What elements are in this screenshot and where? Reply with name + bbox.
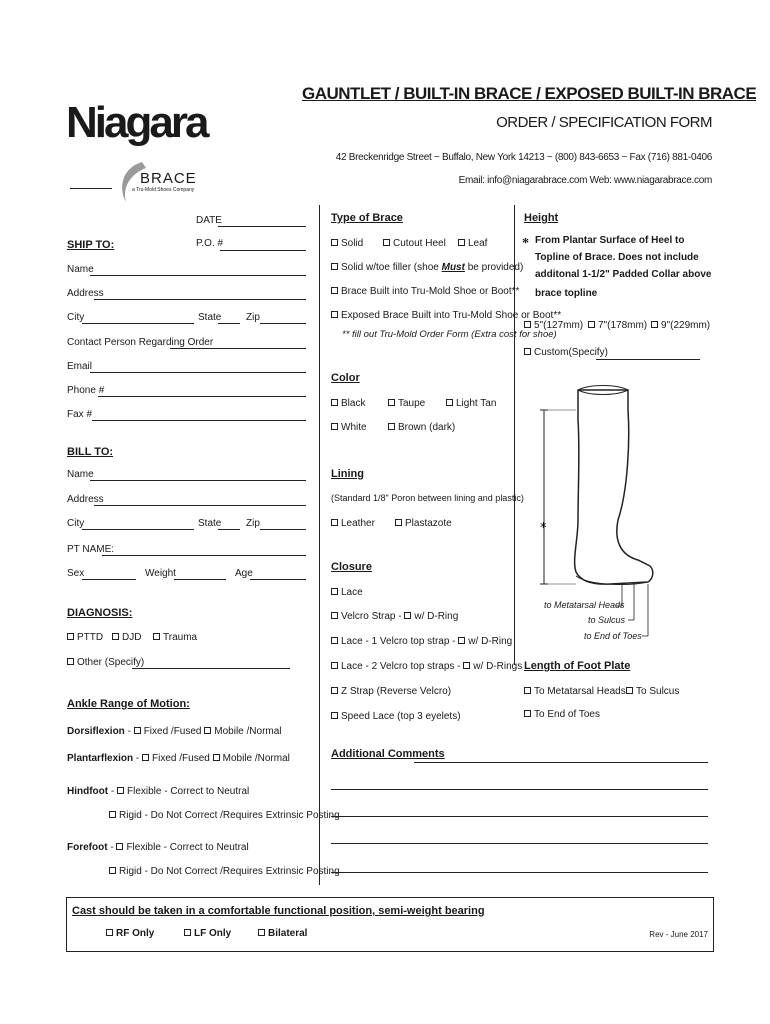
bill-zip-label: Zip [246, 518, 260, 529]
velcro-strap-checkbox[interactable] [331, 612, 338, 619]
type-of-brace-heading: Type of Brace [331, 212, 403, 224]
hindfoot-flexible-row: Hindfoot - Flexible - Correct to Neutral [67, 786, 250, 797]
ship-city-label: City [67, 312, 85, 323]
closure-lace-option[interactable]: Lace [331, 587, 363, 598]
revision-label: Rev - June 2017 [649, 930, 708, 939]
color-heading: Color [331, 372, 360, 384]
email-field[interactable] [90, 372, 306, 373]
form-subtitle: ORDER / SPECIFICATION FORM [496, 114, 712, 131]
plate-end-checkbox[interactable] [524, 710, 531, 717]
bill-state-field[interactable] [218, 529, 240, 530]
brown-checkbox[interactable] [388, 423, 395, 430]
forefoot-rigid-checkbox[interactable] [109, 867, 116, 874]
lace-1-checkbox[interactable] [331, 637, 338, 644]
logo-brace-text: BRACE [140, 170, 197, 187]
po-label: P.O. # [196, 238, 224, 249]
height-note-4: brace topline [535, 288, 598, 299]
other-checkbox[interactable] [67, 658, 74, 665]
dorsi-fixed-checkbox[interactable] [134, 727, 141, 734]
solid-checkbox[interactable] [331, 239, 338, 246]
light-tan-checkbox[interactable] [446, 399, 453, 406]
fax-label: Fax # [67, 409, 93, 420]
weight-label: Weight [145, 568, 176, 579]
ship-state-label: State [198, 312, 222, 323]
speed-lace-checkbox[interactable] [331, 712, 338, 719]
height-7-option[interactable]: 7"(178mm) [588, 320, 647, 331]
diag-trauma-option[interactable]: Trauma [153, 632, 197, 643]
contact-person-label: Contact Person Regarding Order [67, 337, 214, 348]
leather-checkbox[interactable] [331, 519, 338, 526]
bill-city-label: City [67, 518, 85, 529]
diag-pttd-option[interactable]: PTTD [67, 632, 103, 643]
leaf-checkbox[interactable] [458, 239, 465, 246]
height-heading: Height [524, 212, 559, 224]
rf-only-checkbox[interactable] [106, 929, 113, 936]
comments-line-3[interactable] [331, 816, 708, 817]
solid-option[interactable]: Solid [331, 238, 363, 249]
closure-speed-lace-option[interactable]: Speed Lace (top 3 eyelets) [331, 711, 461, 722]
comments-line-5[interactable] [331, 872, 708, 873]
forefoot-rigid-row: Rigid - Do Not Correct /Requires Extrinsic Posting [109, 866, 340, 877]
lf-only-option[interactable]: LF Only [184, 928, 231, 939]
contact-person-field[interactable] [170, 348, 306, 349]
height-7-checkbox[interactable] [588, 321, 595, 328]
plantar-mobile-checkbox[interactable] [213, 754, 220, 761]
diagnosis-heading: DIAGNOSIS: [67, 607, 133, 619]
forefoot-flexible-checkbox[interactable] [116, 843, 123, 850]
plantar-fixed-checkbox[interactable] [142, 754, 149, 761]
sex-label: Sex [67, 568, 85, 579]
comments-line-4[interactable] [331, 843, 708, 844]
ship-name-field[interactable] [90, 275, 306, 276]
lining-leather-option[interactable]: Leather [331, 518, 375, 529]
diag-other-option[interactable]: Other (Specify) [67, 657, 144, 668]
white-checkbox[interactable] [331, 423, 338, 430]
leaf-option[interactable]: Leaf [458, 238, 487, 249]
ship-address-field[interactable] [94, 299, 306, 300]
bill-state-label: State [198, 518, 222, 529]
phone-field[interactable] [98, 396, 306, 397]
divider-right [514, 205, 515, 665]
solid-toe-checkbox[interactable] [331, 263, 338, 270]
ship-city-field[interactable] [82, 323, 194, 324]
cast-note: Cast should be taken in a comfortable functional position, semi-weight bearing [72, 905, 485, 917]
height-custom-checkbox[interactable] [524, 348, 531, 355]
form-title: GAUNTLET / BUILT-IN BRACE / EXPOSED BUILT-IN BRACE [302, 84, 757, 103]
solid-toe-filler-option[interactable]: Solid w/toe filler (shoe Must be provided) [331, 262, 523, 273]
ship-zip-field[interactable] [260, 323, 306, 324]
height-9-checkbox[interactable] [651, 321, 658, 328]
ship-name-label: Name [67, 264, 94, 275]
lace-checkbox[interactable] [331, 588, 338, 595]
lf-only-checkbox[interactable] [184, 929, 191, 936]
ship-state-field[interactable] [218, 323, 240, 324]
lace-1-dring-checkbox[interactable] [458, 637, 465, 644]
pt-name-field[interactable] [102, 555, 306, 556]
diagram-asterisk: * [540, 521, 547, 536]
exposed-checkbox[interactable] [331, 311, 338, 318]
height-asterisk: * [522, 236, 529, 251]
closure-lace-1-option[interactable]: Lace - 1 Velcro top strap - w/ D-Ring [331, 636, 512, 647]
lace-2-drings-checkbox[interactable] [463, 662, 470, 669]
color-black-option[interactable]: Black [331, 398, 365, 409]
height-note-1: From Plantar Surface of Heel to [535, 235, 685, 246]
lace-2-checkbox[interactable] [331, 662, 338, 669]
height-5-checkbox[interactable] [524, 321, 531, 328]
diag-other-field[interactable] [132, 668, 290, 669]
date-field[interactable] [218, 226, 306, 227]
phone-label: Phone # [67, 385, 105, 396]
ship-address-label: Address [67, 288, 104, 299]
color-taupe-option[interactable]: Taupe [388, 398, 425, 409]
logo-wordmark: Niagara [66, 98, 207, 147]
dorsiflexion-row: Dorsiflexion - Fixed /Fused Mobile /Normal [67, 726, 282, 737]
company-address: 42 Breckenridge Street ~ Buffalo, New York 14213 ~ (800) 843-6653 ~ Fax (716) 881-0406 [335, 152, 712, 163]
height-9-option[interactable]: 9"(229mm) [651, 320, 710, 331]
z-strap-checkbox[interactable] [331, 687, 338, 694]
divider-left [319, 205, 320, 885]
closure-velcro-strap-option[interactable]: Velcro Strap - w/ D-Ring [331, 611, 458, 622]
bilateral-option[interactable]: Bilateral [258, 928, 307, 939]
bill-city-field[interactable] [82, 529, 194, 530]
comments-line-2[interactable] [331, 789, 708, 790]
plate-end-option[interactable]: To End of Toes [524, 709, 600, 720]
lining-note: (Standard 1/8" Poron between lining and plastic) [331, 493, 524, 503]
bill-address-label: Address [67, 494, 104, 505]
to-sulcus-label: to Sulcus [588, 615, 626, 625]
sex-field[interactable] [82, 579, 136, 580]
taupe-checkbox[interactable] [388, 399, 395, 406]
color-brown-option[interactable]: Brown (dark) [388, 422, 455, 433]
fill-out-note: ** fill out Tru-Mold Order Form (Extra cost for shoe) [342, 329, 557, 340]
age-field[interactable] [250, 579, 306, 580]
trauma-checkbox[interactable] [153, 633, 160, 640]
djd-checkbox[interactable] [112, 633, 119, 640]
boot-diagram [520, 380, 720, 655]
ship-to-heading: SHIP TO: [67, 239, 115, 251]
closure-z-strap-option[interactable]: Z Strap (Reverse Velcro) [331, 686, 451, 697]
date-label: DATE [196, 215, 222, 226]
closure-heading: Closure [331, 561, 372, 573]
rf-only-option[interactable]: RF Only [106, 928, 154, 939]
additional-comments-heading: Additional Comments [331, 748, 445, 760]
dorsi-mobile-checkbox[interactable] [204, 727, 211, 734]
weight-field[interactable] [174, 579, 226, 580]
length-foot-plate-heading: Length of Foot Plate [524, 660, 631, 672]
bill-zip-field[interactable] [260, 529, 306, 530]
bill-to-heading: BILL TO: [67, 446, 114, 458]
plantarflexion-row: Plantarflexion - Fixed /Fused Mobile /Normal [67, 753, 290, 764]
email-label: Email [67, 361, 93, 372]
height-note-2: Topline of Brace. Does not include [535, 252, 699, 263]
plastazote-checkbox[interactable] [395, 519, 402, 526]
logo-tagline: a Tru-Mold Shoes Company [132, 187, 195, 193]
exposed-brace-option[interactable]: Exposed Brace Built into Tru-Mold Shoe or Boot** [331, 310, 561, 321]
hindfoot-flexible-checkbox[interactable] [117, 787, 124, 794]
pttd-checkbox[interactable] [67, 633, 74, 640]
height-custom-option[interactable]: Custom(Specify) [524, 347, 608, 358]
plate-metatarsal-option[interactable]: To Metatarsal Heads [524, 686, 626, 697]
bill-name-field[interactable] [90, 480, 306, 481]
closure-lace-2-option[interactable]: Lace - 2 Velcro top straps - w/ D-Rings [331, 661, 522, 672]
to-metatarsal-heads-label: to Metatarsal Heads [544, 600, 625, 610]
velcro-dring-checkbox[interactable] [404, 612, 411, 619]
lining-heading: Lining [331, 468, 364, 480]
comments-line-1[interactable] [414, 762, 708, 763]
built-into-shoe-option[interactable]: Brace Built into Tru-Mold Shoe or Boot** [331, 286, 519, 297]
height-custom-field[interactable] [596, 359, 700, 360]
plate-metatarsal-checkbox[interactable] [524, 687, 531, 694]
lining-plastazote-option[interactable]: Plastazote [395, 518, 452, 529]
po-field[interactable] [220, 250, 306, 251]
to-end-of-toes-label: to End of Toes [584, 631, 642, 641]
forefoot-flexible-row: Forefoot - Flexible - Correct to Neutral [67, 842, 249, 853]
hindfoot-rigid-checkbox[interactable] [109, 811, 116, 818]
black-checkbox[interactable] [331, 399, 338, 406]
age-label: Age [235, 568, 253, 579]
logo-rule [70, 188, 112, 189]
bill-name-label: Name [67, 469, 94, 480]
color-light-tan-option[interactable]: Light Tan [446, 398, 496, 409]
ship-zip-label: Zip [246, 312, 260, 323]
diag-djd-option[interactable]: DJD [112, 632, 141, 643]
pt-name-label: PT NAME: [67, 544, 115, 555]
hindfoot-rigid-row: Rigid - Do Not Correct /Requires Extrinsic Posting [109, 810, 340, 821]
bill-address-field[interactable] [94, 505, 306, 506]
height-5-option[interactable]: 5"(127mm) [524, 320, 583, 331]
cutout-heel-option[interactable]: Cutout Heel [383, 238, 446, 249]
plate-sulcus-checkbox[interactable] [626, 687, 633, 694]
ankle-rom-heading: Ankle Range of Motion: [67, 698, 190, 710]
height-note-3: additonal 1-1/2" Padded Collar above [535, 269, 712, 280]
fax-field[interactable] [92, 420, 306, 421]
cutout-heel-checkbox[interactable] [383, 239, 390, 246]
company-contact: Email: info@niagarabrace.com Web: www.niagarabrace.com [458, 175, 712, 186]
color-white-option[interactable]: White [331, 422, 367, 433]
plate-sulcus-option[interactable]: To Sulcus [626, 686, 679, 697]
built-into-checkbox[interactable] [331, 287, 338, 294]
bilateral-checkbox[interactable] [258, 929, 265, 936]
